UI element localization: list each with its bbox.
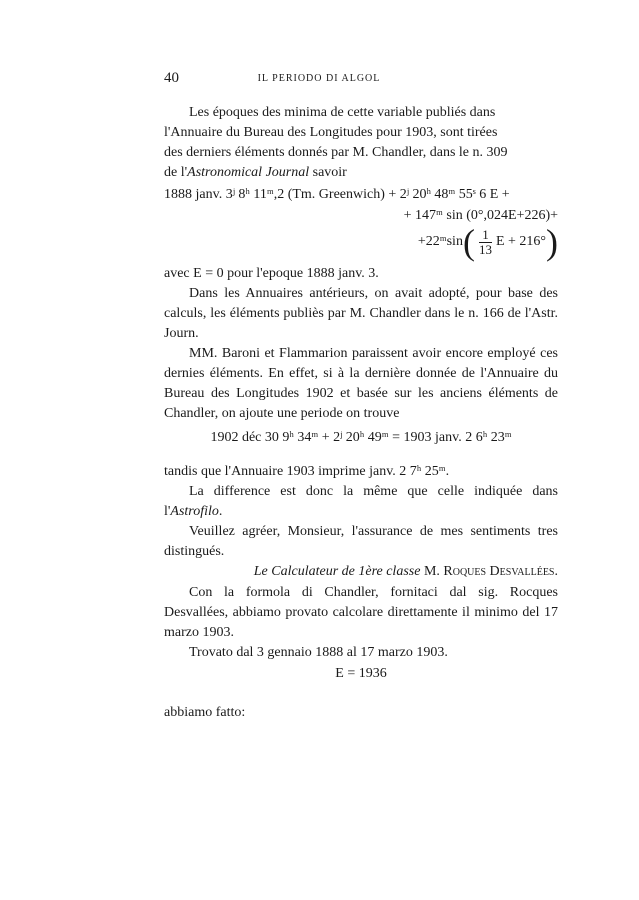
paragraph-block-4 <box>164 583 558 663</box>
para6-post: . <box>218 504 223 519</box>
astrofilo-title: Astrofilo <box>170 504 219 519</box>
right-paren: ) <box>546 222 558 262</box>
paragraph-block-5 <box>164 703 558 723</box>
paragraph-block-3 <box>164 462 558 582</box>
fraction <box>479 228 492 257</box>
paragraph-block-2 <box>164 264 558 424</box>
signature-title: Le Calculateur de 1ère classe <box>253 564 421 579</box>
para1-line4-post: savoir <box>309 165 347 180</box>
para1-line2: l'Annuaire du Bureau des Longitudes pour 1903, sont tirées <box>164 125 498 140</box>
para1-line4 <box>164 163 558 183</box>
para2: avec E = 0 pour l'epoque 1888 janv. 3. <box>164 266 379 281</box>
formula-epoch-count: E = 1936 <box>335 666 387 681</box>
formula1-line1: 1888 janv. 3ʲ 8ʰ 11ᵐ,2 (Tm. Greenwich) + 2ʲ 20ʰ 48ᵐ 55ˢ 6 E + <box>164 187 510 202</box>
journal-title: Astronomical Journal <box>187 165 310 180</box>
formula1-line3 <box>418 224 558 260</box>
para3: Dans les Annuaires antérieurs, on avait adopté, pour base des calculs, les éléments publiès par M. Chandler dans le n. 166 de l'Astr. Journ. <box>164 286 558 341</box>
para6 <box>164 482 558 522</box>
para9: Trovato dal 3 gennaio 1888 al 17 marzo 1903. <box>189 645 448 660</box>
para1-line3: des derniers éléments donnés par M. Chandler, dans le n. 309 <box>164 145 508 160</box>
formula1-line3-post: E + 216° <box>495 234 546 249</box>
page-number: 40 <box>164 70 179 86</box>
para5: tandis que l'Annuaire 1903 imprime janv. 2 7ʰ 25ᵐ. <box>164 464 450 479</box>
fraction-numerator: 1 <box>479 228 492 243</box>
running-head: IL PERIODO DI ALGOL <box>257 73 381 84</box>
formula-chandler <box>164 184 558 264</box>
para8: Con la formola di Chandler, fornitaci dal sig. Rocques Desvallées, abbiamo provato calcolare direttamente il minimo del 17 marzo 1903. <box>164 585 558 640</box>
formula1-line2: + 147ᵐ sin (0°,024E+226)+ <box>403 208 558 223</box>
para7: Veuillez agréer, Monsieur, l'assurance de mes sentiments tres distingués. <box>164 524 558 559</box>
left-paren: ( <box>462 222 475 262</box>
para1-line1: Les époques des minima de cette variable publiés dans <box>189 105 496 120</box>
signature <box>164 562 558 582</box>
paragraph-1 <box>164 103 558 183</box>
formula-period: 1902 déc 30 9ʰ 34ᵐ + 2ʲ 20ʰ 49ᵐ = 1903 janv. 2 6ʰ 23ᵐ <box>210 430 512 445</box>
para1-line4-pre: de l' <box>164 165 188 180</box>
page-header <box>164 70 474 90</box>
formula1-line3-pre: +22ᵐsin <box>417 234 463 249</box>
para10: abbiamo fatto: <box>164 705 246 720</box>
fraction-denominator: 13 <box>478 241 492 257</box>
signature-name: M. Roques Desvallées. <box>423 564 558 579</box>
para4: MM. Baroni et Flammarion paraissent avoir encore employé ces dernies éléments. En effet, si à la dernière donnée de l'Annuaire du Bureau des Longitudes 1902 et basée sur les anciens éléments de Chandler, on ajoute une periode on trouve <box>164 346 558 421</box>
para6-pre: La difference est donc la même que celle indiquée dans l' <box>164 484 558 519</box>
